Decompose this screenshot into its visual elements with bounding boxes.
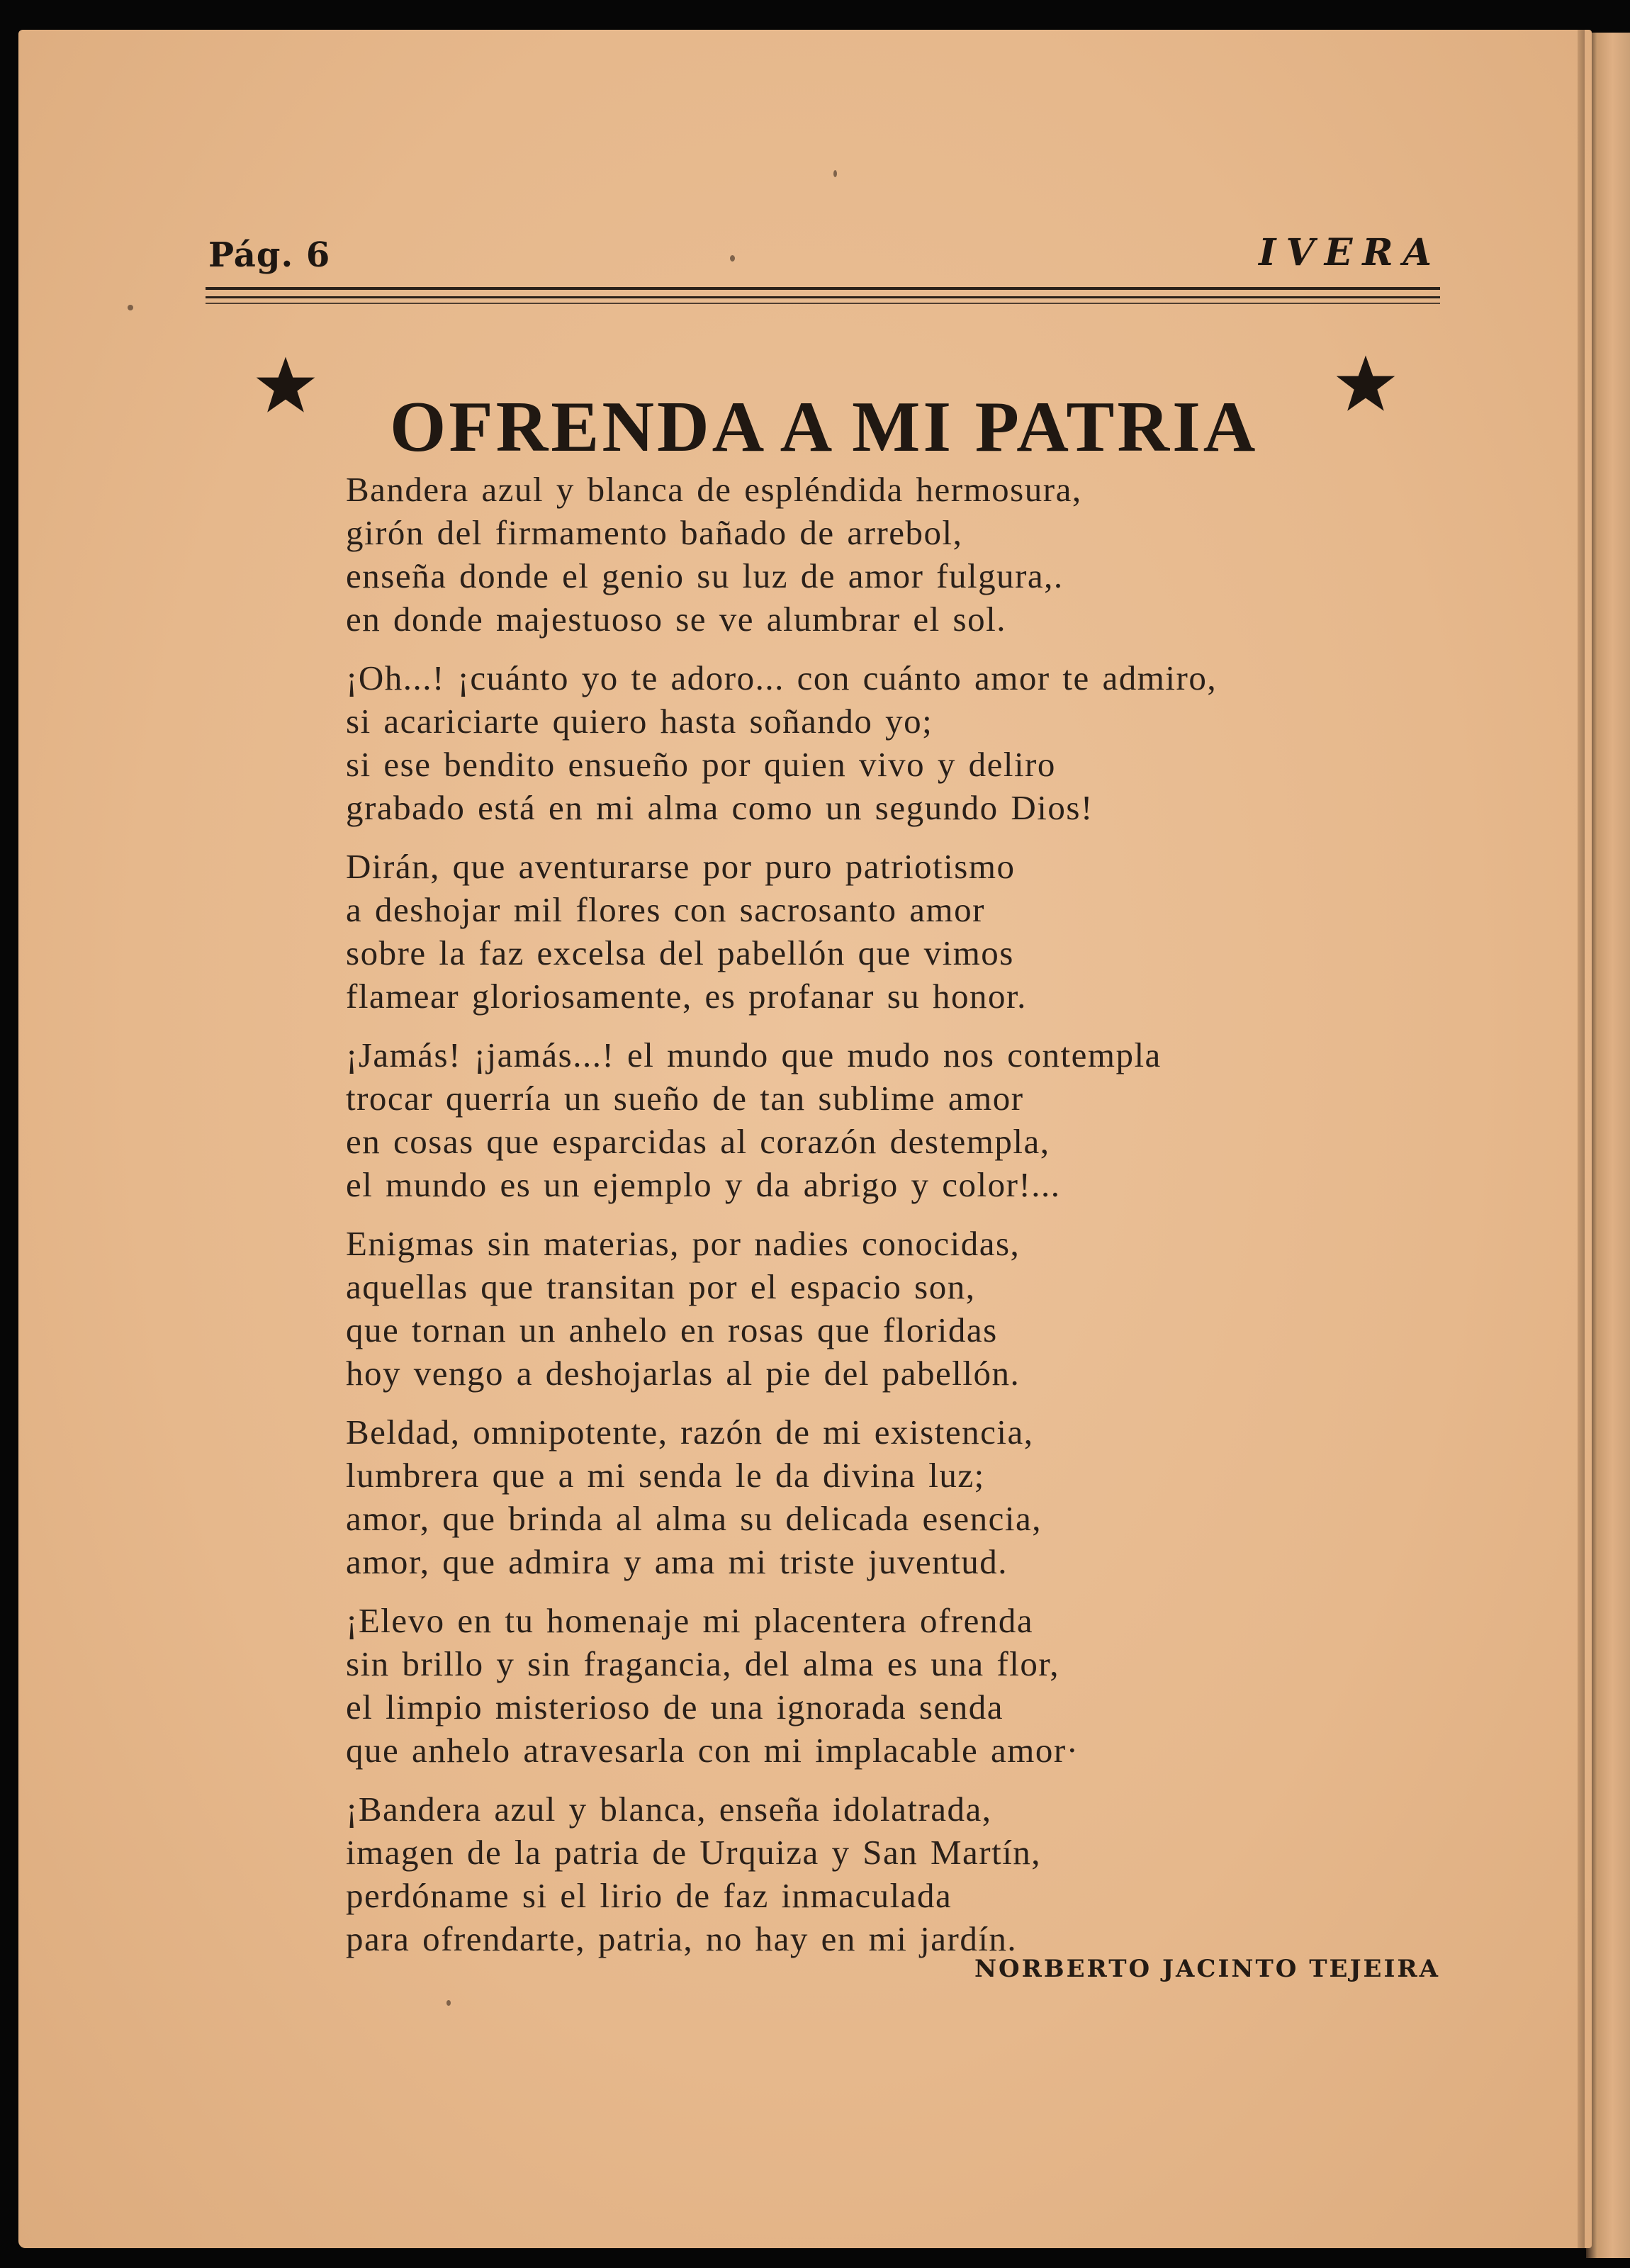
stanza-6 — [346, 1410, 1451, 1583]
poem-line: en donde majestuoso se ve alumbrar el sol. — [346, 600, 1006, 639]
header-rule-top — [206, 287, 1440, 290]
adjacent-page-edge — [1586, 33, 1630, 2258]
poem-line: que tornan un anhelo en rosas que floridas — [346, 1310, 998, 1349]
poem-line: si acariciarte quiero hasta soñando yo; — [346, 702, 933, 741]
poem-line: si ese bendito ensueño por quien vivo y deliro — [346, 745, 1056, 784]
page-number: Pág. 6 — [208, 235, 331, 275]
stanza-4 — [346, 1033, 1451, 1206]
poem-line: Enigmas sin materias, por nadies conocidas, — [346, 1224, 1021, 1263]
poem-line: enseña donde el genio su luz de amor fulgura,. — [346, 556, 1064, 595]
magazine-name: IVERA — [1259, 231, 1441, 274]
stanza-5 — [346, 1222, 1451, 1395]
header-rule-bottom — [206, 303, 1440, 304]
poem-line: sobre la faz excelsa del pabellón que vimos — [346, 933, 1014, 972]
star-right-icon — [1335, 353, 1396, 414]
running-head — [187, 225, 1441, 282]
poem-line: sin brillo y sin fragancia, del alma es una flor, — [346, 1644, 1060, 1683]
paper-speck — [833, 170, 837, 177]
poem-line: ¡Oh...! ¡cuánto yo te adoro... con cuánto amor te admiro, — [346, 658, 1218, 697]
poem-line: amor, que brinda al alma su delicada esencia, — [346, 1499, 1042, 1538]
poem-line: en cosas que esparcidas al corazón destempla, — [346, 1122, 1050, 1161]
poem-title: OFRENDA A MI PATRIA — [390, 387, 1259, 468]
poem-line: Beldad, omnipotente, razón de mi existencia, — [346, 1413, 1034, 1452]
poem-line: perdóname si el lirio de faz inmaculada — [346, 1876, 952, 1915]
page-fold-shadow — [1578, 30, 1585, 2248]
poem-line: trocar querría un sueño de tan sublime amor — [346, 1079, 1024, 1118]
paper-speck — [128, 305, 133, 310]
poem-line: a deshojar mil flores con sacrosanto amor — [346, 890, 985, 929]
poem-line: flamear gloriosamente, es profanar su honor. — [346, 977, 1027, 1016]
poem-line: ¡Bandera azul y blanca, enseña idolatrada, — [346, 1790, 992, 1829]
poem-line: imagen de la patria de Urquiza y San Martín, — [346, 1833, 1042, 1872]
poem-line: aquellas que transitan por el espacio son, — [346, 1267, 976, 1306]
poem-line: Dirán, que aventurarse por puro patriotismo — [346, 847, 1016, 886]
stanza-3 — [346, 845, 1451, 1018]
poem-line: girón del firmamento bañado de arrebol, — [346, 513, 963, 552]
poem-line: grabado está en mi alma como un segundo Dios! — [346, 788, 1094, 827]
star-left-icon — [255, 354, 316, 415]
stanza-7 — [346, 1599, 1451, 1772]
stanza-2 — [346, 656, 1451, 829]
header-rule-middle — [206, 296, 1440, 298]
poem-line: lumbrera que a mi senda le da divina luz; — [346, 1456, 985, 1495]
paper-speck — [730, 255, 735, 262]
poem-line: el mundo es un ejemplo y da abrigo y color!... — [346, 1165, 1061, 1204]
poem-line: Bandera azul y blanca de espléndida hermosura, — [346, 470, 1082, 509]
paper-speck — [446, 2000, 451, 2006]
poem-line: ¡Elevo en tu homenaje mi placentera ofrenda — [346, 1601, 1034, 1640]
stanza-1 — [346, 468, 1451, 641]
poem-line: amor, que admira y ama mi triste juventud. — [346, 1542, 1008, 1581]
poem-line: que anhelo atravesarla con mi implacable amor· — [346, 1731, 1079, 1770]
poem-body — [346, 468, 1451, 1976]
title-row — [248, 333, 1396, 468]
poem-line: ¡Jamás! ¡jamás...! el mundo que mudo nos contempla — [346, 1035, 1162, 1074]
poem-line: hoy vengo a deshojarlas al pie del pabellón. — [346, 1354, 1021, 1393]
stanza-8 — [346, 1787, 1451, 1960]
poem-line: para ofrendarte, patria, no hay en mi jardín. — [346, 1919, 1018, 1958]
author-signature: NORBERTO JACINTO TEJEIRA — [974, 1955, 1440, 1983]
poem-line: el limpio misterioso de una ignorada senda — [346, 1688, 1004, 1727]
